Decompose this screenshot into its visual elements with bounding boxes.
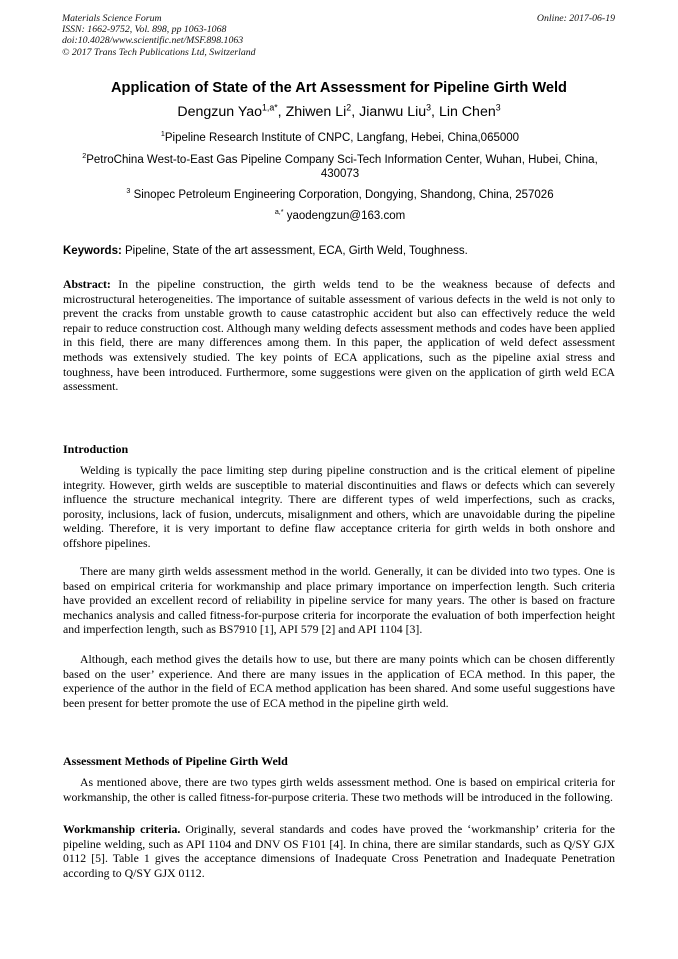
assessment-paragraph: As mentioned above, there are two types girth welds assessment method. One is based on empirical criteria for workmanship, the other is called fitness-for-purpose criteria. These two methods will be introduced in the following. bbox=[63, 775, 615, 804]
author-sup: 3 bbox=[495, 102, 501, 113]
abstract-text: In the pipeline construction, the girth welds tend to be the weakness because of defects and microstructural heterogeneities. The importance of suitable assessment of various defects in the weld is not only to prevent the cracks from unstable growth to cause catastrophic accident but also can effectively reduce the weld repair to reduce construction cost. Although many welding defects assessment methods and codes have been applied in this field, there are many differences among them. In this paper, the application of weld defect assessment methods was extensively studied. The key points of ECA applications, such as the pipeline axial stress and toughness, have been introduced. Furthermore, some suggestions were given on the application of girth weld ECA assessment. bbox=[63, 277, 615, 394]
abstract-label: Abstract: bbox=[63, 277, 111, 291]
affiliation-text: Pipeline Research Institute of CNPC, Langfang, Hebei, China,065000 bbox=[164, 132, 520, 144]
email-address: yaodengzun@163.com bbox=[286, 210, 406, 222]
author-name: Zhiwen Li bbox=[285, 104, 347, 120]
copyright-line: © 2017 Trans Tech Publications Ltd, Switzerland bbox=[62, 46, 256, 58]
workmanship-text: Originally, several standards and codes have proved the ‘workmanship’ criteria for the pipeline welding, such as API 1104 and DNV OS F101 [4]. In china, there are similar standards, such as Q/SY GJX 0112 [5]. Table 1 gives the acceptance dimensions of Inadequate Cross Penetration and Inadequate Penetration according to Q/SY GJX 0112. bbox=[63, 822, 616, 880]
abstract bbox=[63, 277, 615, 394]
affiliation-text: Sinopec Petroleum Engineering Corporation, Dongying, Shandong, China, 257026 bbox=[133, 189, 554, 201]
email-line bbox=[80, 209, 600, 223]
affiliation-sup: 2 bbox=[82, 152, 87, 161]
author-name: Dengzun Yao bbox=[177, 104, 263, 120]
keywords-label: Keywords: bbox=[63, 245, 122, 257]
affiliation-2 bbox=[80, 153, 600, 181]
paper-title: Application of State of the Art Assessment for Pipeline Girth Weld bbox=[111, 80, 567, 96]
assessment-heading: Assessment Methods of Pipeline Girth Weld bbox=[63, 754, 288, 768]
affiliation-3 bbox=[80, 188, 600, 202]
keywords-text: Pipeline, State of the art assessment, ECA, Girth Weld, Toughness. bbox=[125, 245, 468, 257]
workmanship-paragraph bbox=[63, 822, 615, 880]
author-name: Lin Chen bbox=[438, 104, 496, 120]
intro-paragraph-1: Welding is typically the pace limiting step during pipeline construction and is the critical element of pipeline integrity. However, girth welds are susceptible to material discontinuities and flaws or defects which can severely influence the structure mechanical integrity. There are different types of weld imperfections, such as cracks, porosity, inclusions, lack of fusion, undercuts, misalignment and others, which are unavoidable during the pipeline welding. Therefore, it is very important to define flaw acceptance criteria for girth welds in both onshore and offshore pipelines. bbox=[63, 463, 615, 550]
keywords bbox=[63, 245, 615, 257]
journal-header bbox=[62, 13, 256, 58]
author-name: Jianwu Liu bbox=[359, 104, 427, 120]
affiliation-sup: 3 bbox=[126, 187, 131, 196]
email-sup: a,* bbox=[274, 208, 284, 217]
author-sup: 2 bbox=[346, 102, 352, 113]
doi-line: doi:10.4028/www.scientific.net/MSF.898.1063 bbox=[62, 35, 244, 47]
intro-paragraph-3: Although, each method gives the details how to use, but there are many points which can be chosen differently based on the user’ experience. And there are many issues in the application of ECA method. In this paper, the experience of the author in the field of ECA method application has been shared. And some useful suggestions have been present for better promote the use of ECA method in the pipeline girth weld. bbox=[63, 652, 615, 710]
author-sup: 3 bbox=[426, 102, 432, 113]
affiliation-sup: 1 bbox=[160, 130, 165, 139]
introduction-heading: Introduction bbox=[63, 442, 129, 456]
author-sup: 1,a* bbox=[262, 102, 278, 113]
online-date: Online: 2017-06-19 bbox=[536, 13, 615, 24]
workmanship-label: Workmanship criteria. bbox=[63, 822, 181, 836]
issn-line: ISSN: 1662-9752, Vol. 898, pp 1063-1068 bbox=[62, 24, 227, 36]
intro-paragraph-2: There are many girth welds assessment method in the world. Generally, it can be divided into two types. One is based on empirical criteria for workmanship and place primary importance on imperfection length. Such criteria have provided an excellent record of reliability in pipeline service for many years. The other is based on fracture mechanics analysis and called fitness-for-purpose criteria for incorporate the evaluation of both imperfection height and imperfection length, such as BS7910 [1], API 579 [2] and API 1104 [3]. bbox=[63, 564, 615, 637]
author-list: Dengzun Yao$^{1,a*}$, Zhiwen Li$^2$, Jianwu Liu$^3$, Lin Chen$^3$ bbox=[177, 102, 501, 120]
affiliation-1 bbox=[80, 131, 600, 145]
affiliation-text: PetroChina West-to-East Gas Pipeline Company Sci-Tech Information Center, Wuhan, Hubei, China, 430073 bbox=[86, 154, 598, 180]
journal-name: Materials Science Forum bbox=[62, 13, 162, 24]
